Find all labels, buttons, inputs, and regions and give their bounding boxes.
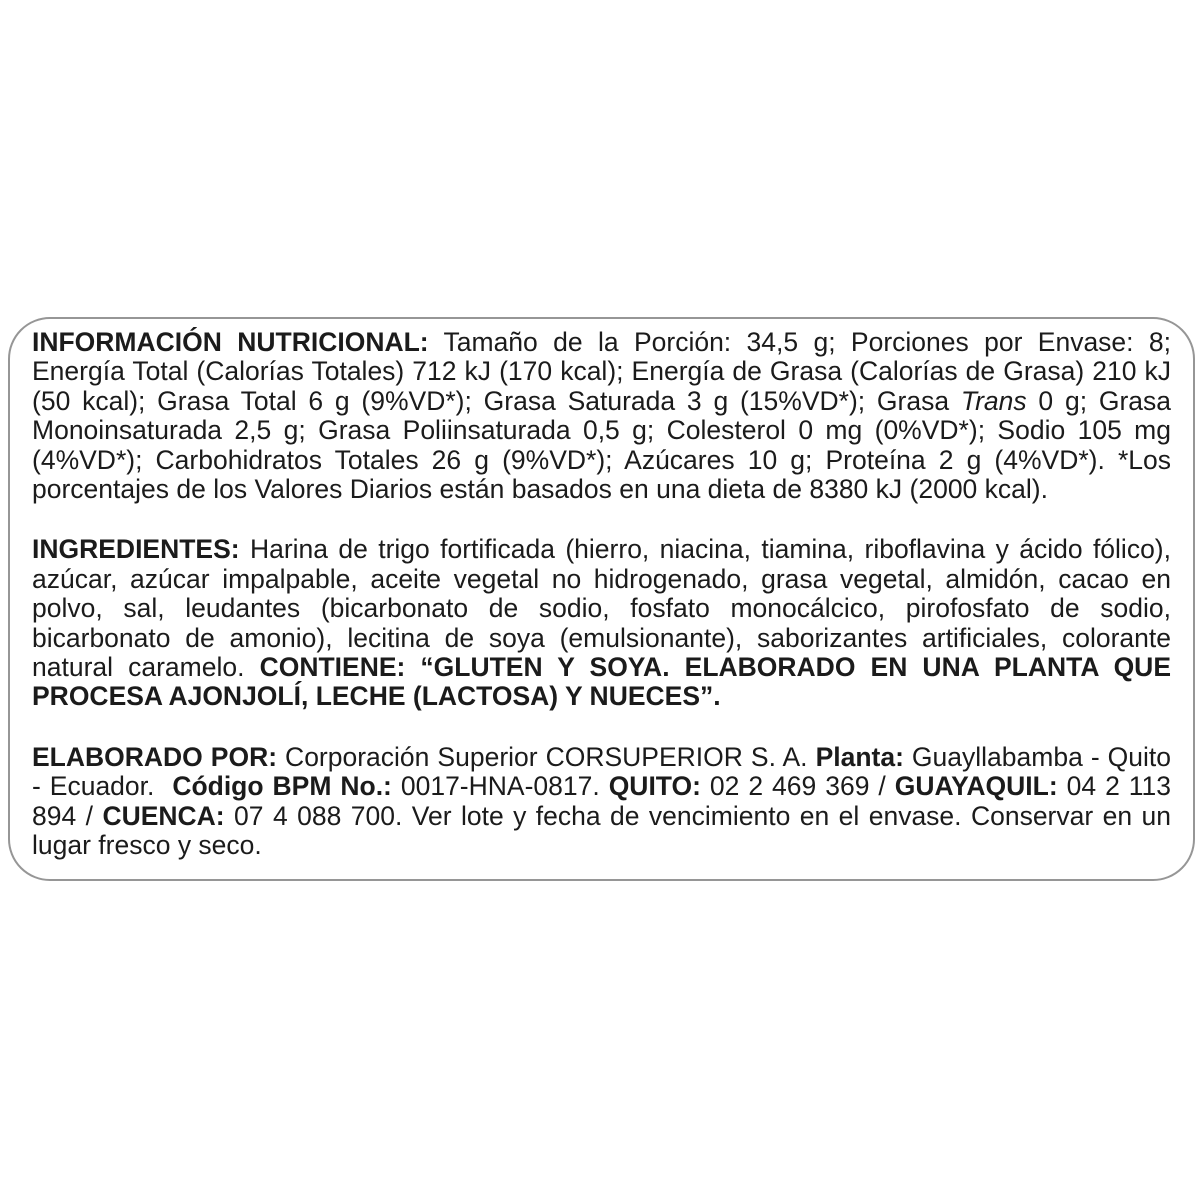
- allergen-statement: CONTIENE: “GLUTEN Y SOYA. ELABORADO EN UNA PLANTA QUE PROCESA AJONJOLÍ, LECHE (LACTOSA) Y NUECES”.: [32, 652, 1171, 712]
- nutrition-info-text-before-trans: Tamaño de la Porción: 34,5 g; Porciones por Envase: 8; Energía Total (Calorías Totales) 712 kJ (170 kcal); Energía de Grasa (Calorías de Grasa) 210 kJ (50 kcal); Grasa Total 6 g (9%VD*); Grasa Saturada 3 g (15%VD*); Grasa: [32, 327, 1171, 416]
- bpm-code-value: 0017-HNA-0817.: [391, 771, 609, 802]
- quito-phone-label: QUITO:: [608, 771, 701, 802]
- product-info-label: [8, 317, 1195, 881]
- ingredients-heading: INGREDIENTES:: [32, 534, 240, 565]
- plant-label: Planta:: [815, 741, 904, 772]
- manufacturer-paragraph: [32, 743, 1171, 861]
- quito-phone-value: 02 2 469 369 /: [700, 771, 895, 802]
- cuenca-phone-label: CUENCA:: [102, 800, 225, 831]
- ingredients-list-text: Harina de trigo fortificada (hierro, niacina, tiamina, riboflavina y ácido fólico), azúcar, azúcar impalpable, aceite vegetal no hidrogenado, grasa vegetal, almidón, cacao en polvo, sal, leudantes (bicarbonato de sodio, fosfato monocálcico, pirofosfato de sodio, bicarbonato de amonio), lecitina de soya (emulsionante), saborizantes artificiales, colorante natural caramelo.: [32, 534, 1171, 683]
- nutrition-info-paragraph: [32, 328, 1171, 504]
- plant-location: Guayllabamba - Quito - Ecuador.: [32, 741, 1172, 802]
- nutrition-info-text-after-trans: 0 g; Grasa Monoinsaturada 2,5 g; Grasa Poliinsaturada 0,5 g; Colesterol 0 mg (0%VD*); Sodio 105 mg (4%VD*); Carbohidratos Totales 26 g (9%VD*); Azúcares 10 g; Proteína 2 g (4%VD*). *Los porcentajes de los Valores Diarios están basados en una dieta de 8380 kJ (2000 kcal).: [32, 385, 1171, 505]
- guayaquil-phone-value: 04 2 113 894 /: [32, 771, 1172, 831]
- ingredients-paragraph: [32, 535, 1171, 711]
- guayaquil-phone-label: GUAYAQUIL:: [894, 771, 1058, 802]
- bpm-code-label: Código BPM No.:: [172, 771, 392, 802]
- nutrition-info-heading: INFORMACIÓN NUTRICIONAL:: [32, 327, 429, 357]
- manufacturer-heading: ELABORADO POR:: [32, 741, 278, 772]
- trans-fat-word: Trans: [960, 385, 1027, 416]
- cuenca-phone-value-and-storage: 07 4 088 700. Ver lote y fecha de vencimiento en el envase. Conservar en un lugar fresco y seco.: [32, 800, 1171, 861]
- manufacturer-company: Corporación Superior CORSUPERIOR S. A.: [277, 741, 816, 772]
